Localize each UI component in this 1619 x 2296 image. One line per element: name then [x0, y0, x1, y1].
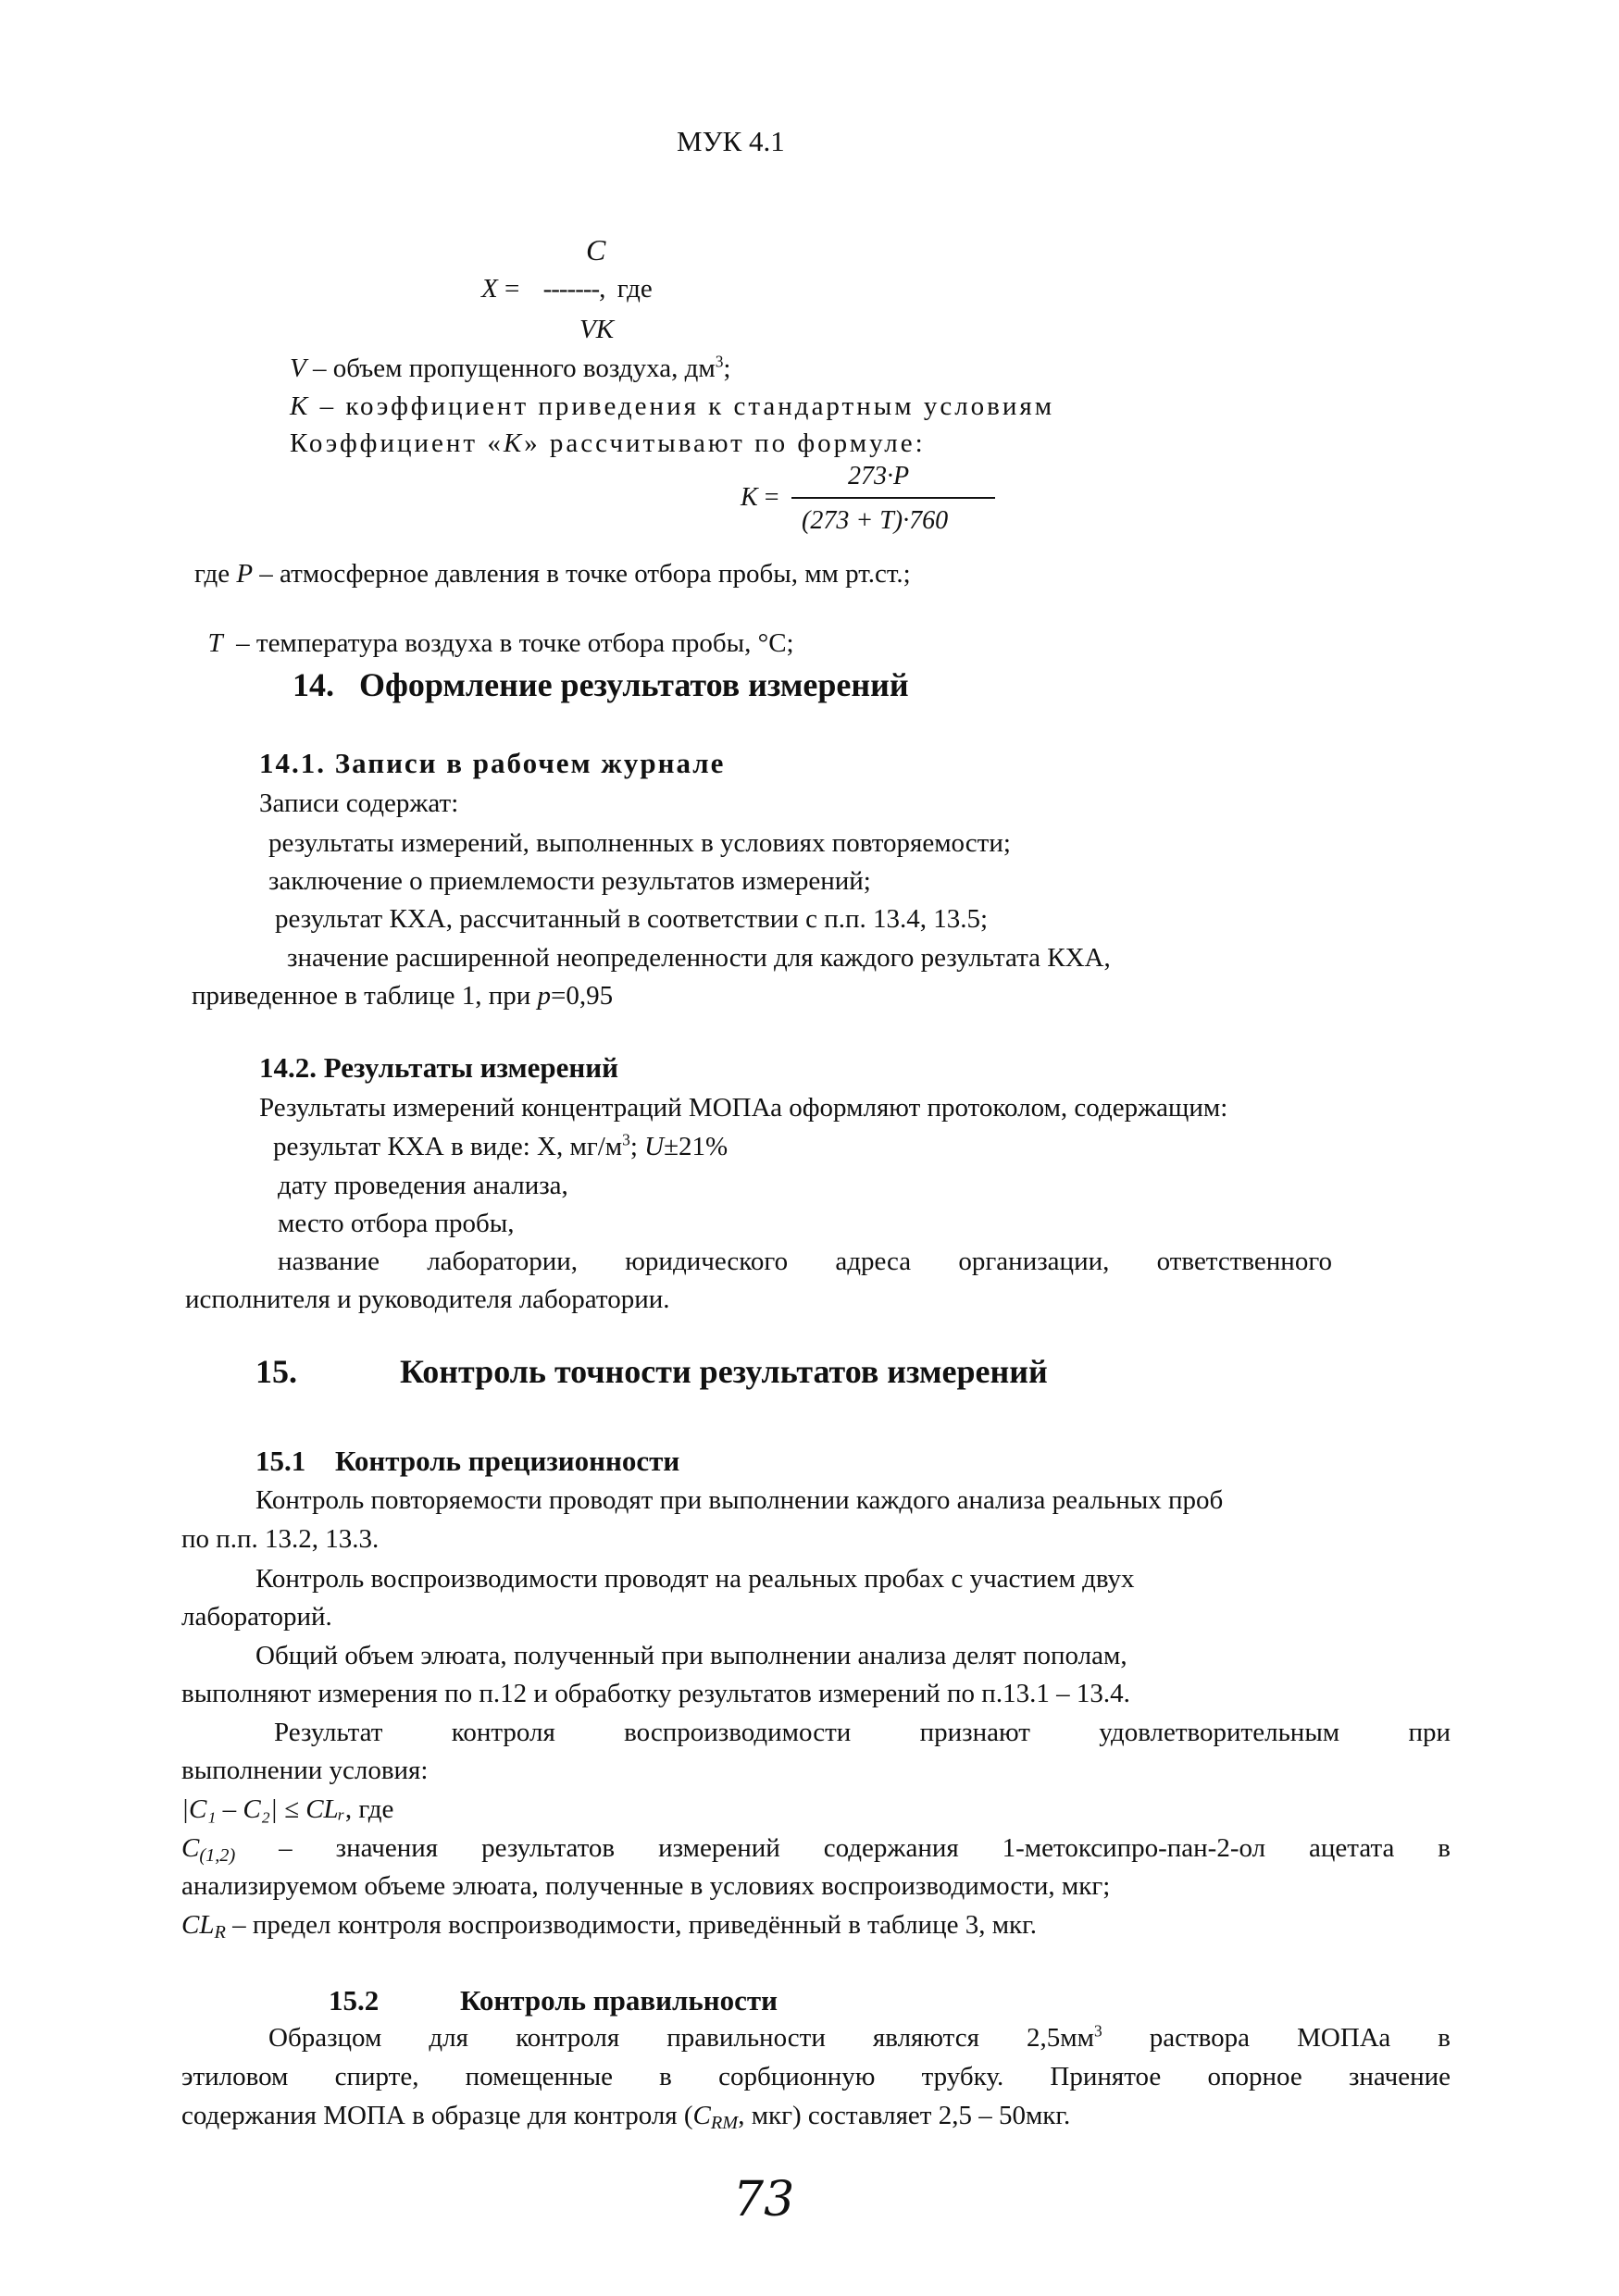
def-k: [290, 390, 1054, 423]
k-intro-post: » рассчитывают по формуле:: [524, 428, 926, 458]
sec15-2-title-num: 15.2: [329, 1984, 380, 2017]
sec14-heading: [293, 664, 909, 706]
formula-x-dashes: -------,: [542, 274, 605, 304]
sec15-1-title-text: Контроль прецизионности: [335, 1445, 680, 1477]
sec14-2-item-1-sym: U: [644, 1132, 665, 1161]
sec15-2-l3: [181, 2099, 1070, 2132]
formula-k-equals: =: [764, 483, 779, 512]
sec15-1-def-cl: [181, 1908, 1037, 1942]
sec15-1-p4-l1: Результат контроля воспроизводимости признают удовлетворительным при: [274, 1718, 1451, 1747]
formula-k-fraction-bar: [791, 497, 995, 499]
sec15-1-title: [255, 1444, 679, 1480]
def-v-sup: 3: [715, 352, 724, 371]
formula-x-where: где: [616, 274, 653, 304]
sec15-2-l1-sup: 3: [1093, 2021, 1102, 2041]
k-intro-pre: Коэффициент «: [290, 428, 504, 458]
def-t-text: – температура воздуха в точке отбора пробы, °С;: [222, 628, 794, 659]
formula-x-equals: =: [504, 274, 520, 304]
formula-x-numerator: C: [586, 233, 606, 267]
formula-x: [481, 272, 653, 305]
formula-k-denominator: (273 + T)·760: [802, 506, 949, 535]
sec14-1-title: 14.1. Записи в рабочем журнале: [259, 747, 726, 779]
sec14-2-item-3: место отбора пробы,: [278, 1209, 515, 1238]
def-k-symbol: K: [290, 391, 311, 421]
sec14-1-item-2: заключение о приемлемости результатов измерений;: [268, 866, 871, 896]
sec15-1-p3-l1: Общий объем элюата, полученный при выполнении анализа делят пополам,: [255, 1641, 1127, 1670]
sec15-1-def-c-sym: C: [181, 1833, 200, 1863]
page-number: 73: [733, 2172, 795, 2228]
sec15-2-title: Контроль правильности: [460, 1984, 778, 2017]
sec15-1-p3-l2: выполняют измерения по п.12 и обработку результатов измерений по п.13.1 – 13.4.: [181, 1679, 1130, 1708]
sec15-2-l3-pre: содержания МОПА в образце для контроля (: [181, 2101, 693, 2130]
def-p: [194, 557, 911, 590]
def-v-symbol: V: [290, 354, 306, 383]
sec14-num: 14.: [293, 666, 334, 703]
sec14-2-lead: Результаты измерений концентраций МОПАа оформляют протоколом, содержащим:: [259, 1093, 1228, 1123]
k-intro-symbol: K: [503, 428, 525, 458]
sec14-1-cont-pre: приведенное в таблице 1, при: [192, 981, 538, 1011]
sec15-title: Контроль точности результатов измерений: [400, 1353, 1048, 1390]
sec14-2-item-1-mid: ;: [629, 1132, 645, 1161]
def-v-tail: ;: [723, 354, 731, 383]
sec15-2-l1-post: раствора МОПАа в: [1102, 2023, 1451, 2053]
page-header: МУК 4.1: [677, 125, 785, 157]
sec15-1-p2-l1: Контроль воспроизводимости проводят на реальных пробах с участием двух: [255, 1564, 1135, 1594]
sec14-2-item-1-sup: 3: [622, 1130, 630, 1149]
sec15-2-l3-sym: C: [692, 2101, 711, 2130]
formula-x-lhs: X: [481, 274, 498, 304]
def-v-text: – объем пропущенного воздуха, дм: [305, 354, 716, 383]
sec14-title: Оформление результатов измерений: [359, 666, 909, 703]
sec15-num: 15.: [255, 1353, 297, 1390]
formula-k-lhs-group: [741, 481, 778, 514]
sec14-1-lead: Записи содержат:: [259, 788, 459, 818]
sec14-1-item-4: значение расширенной неопределенности для каждого результата КХА,: [287, 943, 1111, 973]
sec15-1-condition: [181, 1793, 393, 1826]
sec14-2-item-1-pre: результат КХА в виде: Х, мг/м: [273, 1132, 623, 1161]
sec14-1-item-1: результаты измерений, выполненных в условиях повторяемости;: [268, 828, 1011, 858]
sec15-2-l1-pre: Образцом для контроля правильности являются 2,5мм: [268, 2023, 1094, 2053]
def-v: [290, 352, 730, 385]
sec15-1-condition-where: , где: [344, 1794, 394, 1824]
k-intro: [290, 427, 926, 460]
def-p-pre: где: [194, 559, 237, 589]
sec14-2-item-4-cont: исполнителя и руководителя лаборатории.: [185, 1285, 670, 1314]
sec15-1-def-c-l1: [181, 1831, 1451, 1865]
sec15-1-p4-l2: выполнении условия:: [181, 1756, 429, 1785]
def-p-symbol: P: [236, 559, 254, 589]
sec15-1-def-c-sub: (1,2): [199, 1845, 236, 1867]
sec15-1-p1-l1: Контроль повторяемости проводят при выполнении каждого анализа реальных проб: [255, 1485, 1224, 1515]
sec15-2-l3-sub: RM: [710, 2113, 739, 2134]
def-t: [194, 593, 794, 661]
sec15-1-title-num: 15.1: [255, 1445, 306, 1477]
sec14-2-item-1: [273, 1130, 728, 1163]
sec14-2-title: 14.2. Результаты измерений: [259, 1051, 618, 1084]
def-p-text: – атмосферное давления в точке отбора пробы, мм рт.ст.;: [253, 559, 911, 589]
sec15-1-p2-l2: лабораторий.: [181, 1602, 332, 1632]
sec15-2-l1: [268, 2021, 1451, 2054]
sec15-2-l2: этиловом спирте, помещенные в сорбционную трубку. Принятое опорное значение: [181, 2062, 1451, 2091]
sec15-1-def-cl-sub: R: [214, 1922, 226, 1943]
sec15-1-condition-formula: |C₁ – C₂| ≤ CLᵣ: [181, 1794, 345, 1824]
formula-x-denominator: VK: [579, 315, 615, 344]
sec14-2-item-4: название лаборатории, юридического адреса организации, ответственного: [278, 1247, 1332, 1276]
sec14-1-item-3: результат КХА, рассчитанный в соответствии с п.п. 13.4, 13.5;: [275, 904, 989, 934]
sec15-1-def-cl-text: – предел контроля воспроизводимости, приведённый в таблице 3, мкг.: [225, 1910, 1038, 1940]
formula-k-numerator: 273·P: [848, 462, 910, 490]
sec15-1-def-c-l2: анализируемом объеме элюата, полученные в условиях воспроизводимости, мкг;: [181, 1871, 1111, 1901]
sec15-2-l3-post: , мкг) составляет 2,5 – 50мкг.: [738, 2101, 1071, 2130]
sec15-1-def-c-text: – значения результатов измерений содержания 1-метоксипро-пан-2-ол ацетата в: [235, 1833, 1451, 1863]
formula-k-lhs: K: [741, 483, 758, 512]
sec14-1-cont: [192, 979, 613, 1012]
sec14-1-cont-sym: p: [537, 981, 551, 1011]
def-k-text: – коэффициент приведения к стандартным условиям: [310, 391, 1055, 421]
def-t-symbol: T: [207, 628, 223, 659]
sec15-1-p1-l2: по п.п. 13.2, 13.3.: [181, 1524, 380, 1554]
sec14-1-cont-post: =0,95: [551, 981, 614, 1011]
sec14-2-item-2: дату проведения анализа,: [278, 1171, 568, 1200]
sec14-2-item-1-post: ±21%: [664, 1132, 729, 1161]
sec15-1-def-cl-sym: CL: [181, 1910, 215, 1940]
